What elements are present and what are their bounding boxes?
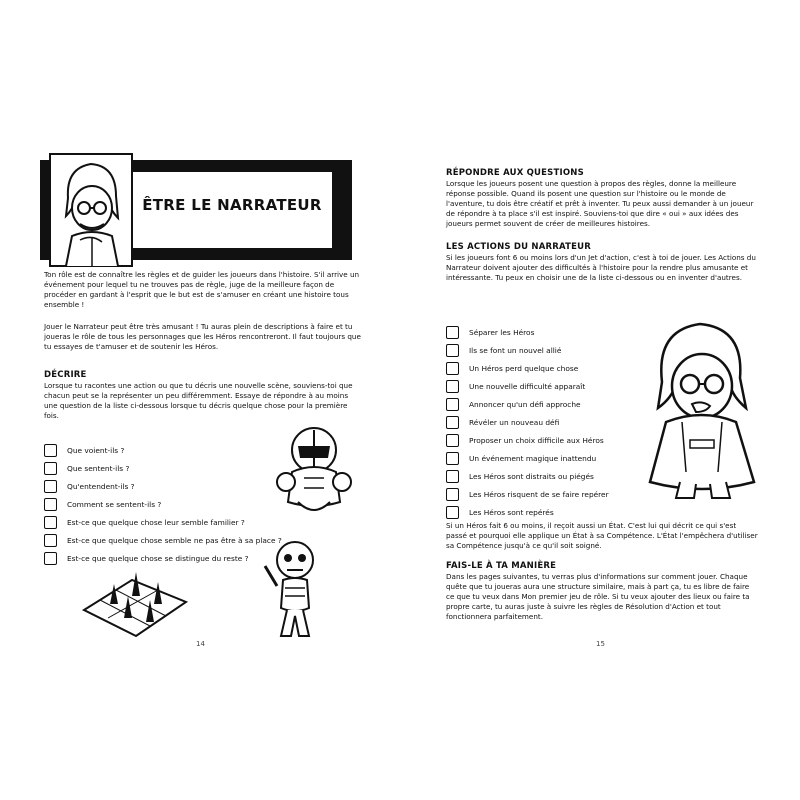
checklist-item-label: Est-ce que quelque chose leur semble familier ? bbox=[67, 517, 245, 527]
page-number: 14 bbox=[196, 640, 205, 648]
page-title: ÊTRE LE NARRATEUR bbox=[142, 196, 322, 214]
checklist-item[interactable] bbox=[446, 377, 646, 395]
checklist-item-label: Que voient-ils ? bbox=[67, 445, 125, 455]
checklist-item[interactable] bbox=[446, 449, 646, 467]
checklist-item-label: Séparer les Héros bbox=[469, 327, 535, 337]
checklist-item-label: Comment se sentent-ils ? bbox=[67, 499, 162, 509]
checklist-item[interactable] bbox=[446, 359, 646, 377]
checklist-item[interactable] bbox=[44, 477, 294, 495]
checkbox[interactable] bbox=[446, 416, 459, 429]
checklist-item-label: Proposer un choix difficile aux Héros bbox=[469, 435, 604, 445]
etat-paragraph: Si un Héros fait 6 ou moins, il reçoit aussi un État. C'est lui qui décrit ce qui s'est passé et pourquoi elle applique un État à sa Compétence. L'État l'empêchera d'utiliser sa Compétence jusqu'à ce qu'il soit soigné. bbox=[446, 521, 758, 550]
checklist-item[interactable] bbox=[446, 485, 646, 503]
checklist-item[interactable] bbox=[446, 341, 646, 359]
checklist-item[interactable] bbox=[446, 431, 646, 449]
checkbox[interactable] bbox=[44, 498, 57, 511]
checkbox[interactable] bbox=[446, 326, 459, 339]
page-number: 15 bbox=[596, 640, 605, 648]
section-heading-actions: LES ACTIONS DU NARRATEUR bbox=[446, 242, 591, 252]
checklist-item[interactable] bbox=[44, 513, 294, 531]
checkbox[interactable] bbox=[446, 506, 459, 519]
checklist-item-label: Les Héros risquent de se faire repérer bbox=[469, 489, 609, 499]
intro-paragraph-2: Jouer le Narrateur peut être très amusant ! Tu auras plein de descriptions à faire et tu joueras le rôle de tous les personnages que les Héros rencontreront. Il faut toujours que tu essayes de t'amuser et de soutenir les Héros. bbox=[44, 322, 361, 351]
checkbox[interactable] bbox=[44, 534, 57, 547]
checklist-item[interactable] bbox=[446, 413, 646, 431]
narrator-portrait-icon bbox=[46, 148, 136, 272]
checklist-item[interactable] bbox=[446, 503, 646, 521]
checkbox[interactable] bbox=[446, 488, 459, 501]
checkbox[interactable] bbox=[44, 444, 57, 457]
checklist-item[interactable] bbox=[446, 467, 646, 485]
checkbox[interactable] bbox=[446, 452, 459, 465]
checkbox[interactable] bbox=[446, 362, 459, 375]
checklist-item-label: Que sentent-ils ? bbox=[67, 463, 130, 473]
checklist-item-label: Annoncer qu'un défi approche bbox=[469, 399, 581, 409]
checklist-item[interactable] bbox=[44, 495, 294, 513]
checkbox[interactable] bbox=[446, 380, 459, 393]
checklist-item-label: Un Héros perd quelque chose bbox=[469, 363, 579, 373]
checkbox[interactable] bbox=[446, 434, 459, 447]
checklist-item-label: Les Héros sont distraits ou piégés bbox=[469, 471, 594, 481]
section-heading-maniere: FAIS-LE À TA MANIÈRE bbox=[446, 561, 557, 571]
intro-paragraph-1: Ton rôle est de connaître les règles et de guider les joueurs dans l'histoire. S'il arrive un événement pour lequel tu ne trouves pas de règle, juge de la meilleure façon de procéder en gardant à l'esprit que le but est de s'amuser en créant une histoire tous ensemble ! bbox=[44, 270, 360, 309]
checklist-item-label: Une nouvelle difficulté apparaît bbox=[469, 381, 586, 391]
skeleton-illustration-icon bbox=[255, 536, 335, 646]
checklist-item-label: Est-ce que quelque chose se distingue du reste ? bbox=[67, 553, 249, 563]
checkbox[interactable] bbox=[44, 462, 57, 475]
checklist-item-label: Les Héros sont repérés bbox=[469, 507, 554, 517]
narrator-character-illustration-icon bbox=[636, 312, 766, 502]
spike-trap-illustration-icon bbox=[80, 560, 190, 640]
right-page bbox=[400, 0, 800, 800]
title-banner bbox=[40, 148, 352, 272]
section-text-decrire: Lorsque tu racontes une action ou que tu décris une nouvelle scène, souviens-toi que chacun peut se la représenter un peu différemment. Essaye de répondre à au moins une question de la liste ci-dessous lorsque tu décris quelque chose pour la première fois. bbox=[44, 381, 353, 420]
checklist-item-label: Révéler un nouveau défi bbox=[469, 417, 560, 427]
checklist-item[interactable] bbox=[44, 459, 294, 477]
checklist-item-label: Qu'entendent-ils ? bbox=[67, 481, 135, 491]
section-text-actions: Si les joueurs font 6 ou moins lors d'un Jet d'action, c'est à toi de jouer. Les Actions du Narrateur doivent ajouter des difficultés à l'histoire pour la rendre plus amusante et intéressante. Tu peux en choisir une de la liste ci-dessous ou en inventer d'autres. bbox=[446, 253, 756, 282]
checklist-item[interactable] bbox=[446, 323, 646, 341]
actions-checklist bbox=[446, 323, 646, 521]
checklist-item-label: Un événement magique inattendu bbox=[469, 453, 597, 463]
section-heading-repondre: RÉPONDRE AUX QUESTIONS bbox=[446, 168, 584, 178]
checklist-item[interactable] bbox=[446, 395, 646, 413]
checklist-item-label: Est-ce que quelque chose semble ne pas être à sa place ? bbox=[67, 535, 282, 545]
checkbox[interactable] bbox=[44, 552, 57, 565]
checklist-item[interactable] bbox=[44, 441, 294, 459]
checkbox[interactable] bbox=[446, 398, 459, 411]
knight-illustration-icon bbox=[268, 422, 358, 522]
section-text-maniere: Dans les pages suivantes, tu verras plus d'informations sur comment jouer. Chaque quête que tu joueras aura une structure similaire, mais à part ça, tu es libre de faire ce que tu veux dans Mon premier jeu de rôle. Si tu veux ajouter des lieux ou faire ta propre carte, tu auras juste à suivre les règles de Résolution d'Action et tout fonctionnera parfaitement. bbox=[446, 572, 750, 621]
checklist-item-label: Ils se font un nouvel allié bbox=[469, 345, 562, 355]
section-heading-decrire: DÉCRIRE bbox=[44, 370, 87, 380]
checkbox[interactable] bbox=[44, 480, 57, 493]
checkbox[interactable] bbox=[446, 470, 459, 483]
section-text-repondre: Lorsque les joueurs posent une question à propos des règles, donne la meilleure réponse possible. Quand ils posent une question sur l'histoire ou le monde de l'aventure, tu dois être créatif et prêt à inventer. Tu peux aussi demander à un joueur de répondre à ta place s'il est inspiré. Souviens-toi que dire « oui » aux idées des joueurs permet souvent de créer de meilleures histoires. bbox=[446, 179, 754, 228]
checkbox[interactable] bbox=[44, 516, 57, 529]
checkbox[interactable] bbox=[446, 344, 459, 357]
